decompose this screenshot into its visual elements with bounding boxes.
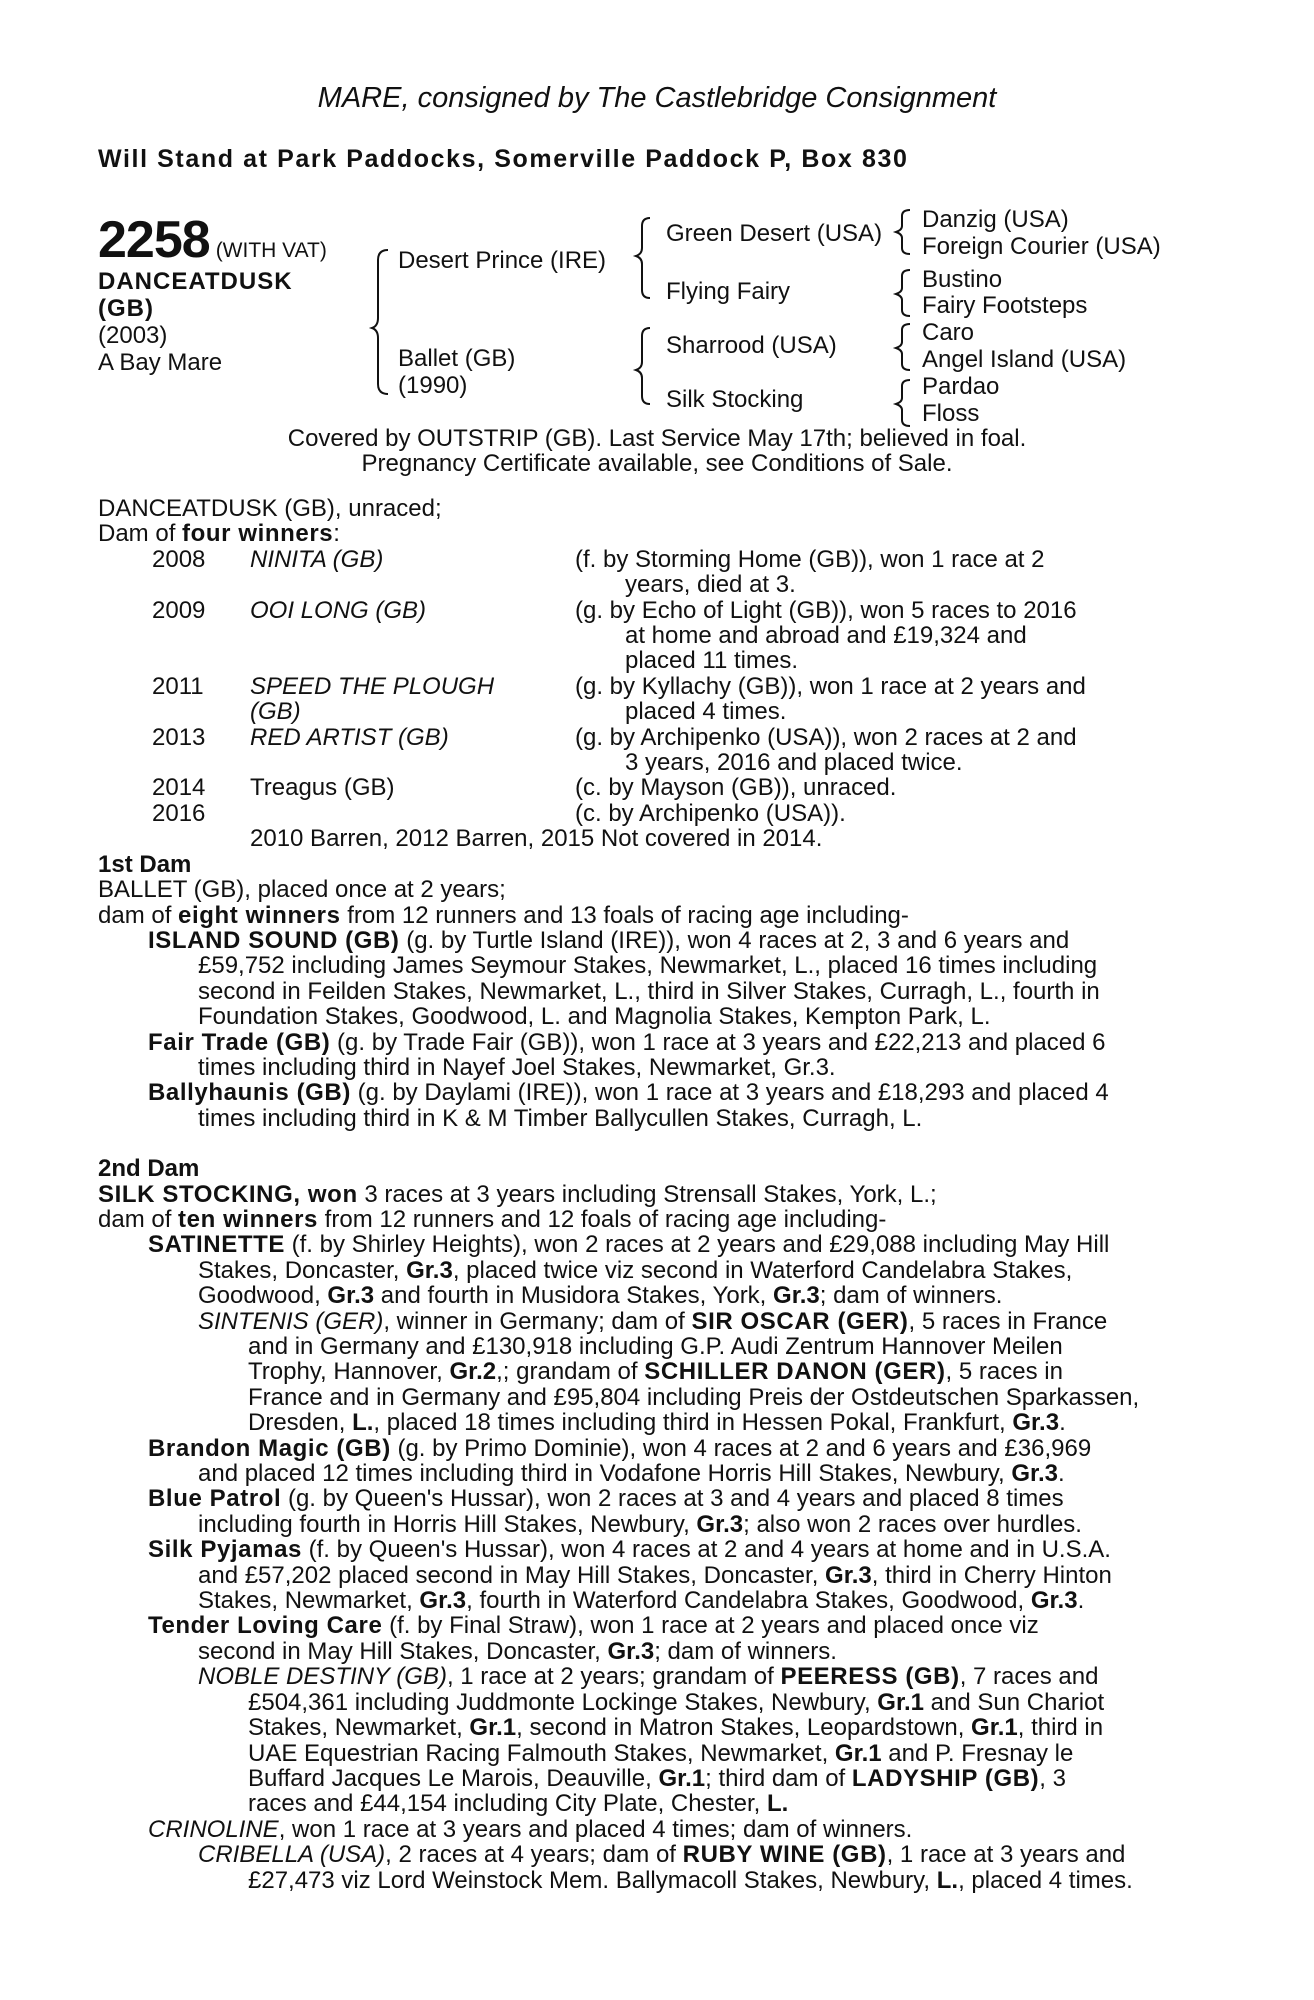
produce-row	[98, 801, 1218, 826]
first-dam-entry-1-line-3: second in Feilden Stakes, Newmarket, L., third in Silver Stakes, Curragh, L., fourth in	[198, 977, 1100, 1005]
page-title: MARE, consigned by The Castlebridge Consignment	[317, 82, 997, 114]
sire-dam: Flying Fairy	[666, 278, 791, 305]
produce-details: (g. by Echo of Light (GB)), won 5 races to 2016 at home and abroad and £19,324 and placed 11 times.	[575, 596, 1077, 675]
second-dam-line: and £57,202 placed second in May Hill Stakes, Doncaster, Gr.3, third in Cherry Hinton	[198, 1561, 1112, 1589]
produce-record	[98, 496, 1218, 1893]
gen3-dss: Caro	[922, 319, 975, 346]
gen3-ssd: Foreign Courier (USA)	[922, 233, 1161, 260]
second-dam-line: Stakes, Newmarket, Gr.3, fourth in Waterford Candelabra Stakes, Goodwood, Gr.3.	[198, 1587, 1085, 1615]
produce-details: (c. by Mayson (GB)), unraced.	[575, 774, 897, 802]
produce-row	[98, 674, 1218, 725]
cover-line-1: Covered by OUTSTRIP (GB). Last Service May 17th; believed in foal.	[287, 425, 1027, 452]
second-dam-line: Brandon Magic (GB) (g. by Primo Dominie), won 4 races at 2 and 6 years and £36,969	[148, 1434, 1092, 1462]
sire-sire: Green Desert (USA)	[666, 220, 883, 247]
first-dam-dam-of: dam of eight winners from 12 runners and 13 foals of racing age including-	[98, 901, 909, 929]
gen3-sds: Bustino	[922, 266, 1003, 293]
produce-dam-of: Dam of four winners:	[98, 520, 340, 548]
second-dam-line: and placed 12 times including third in Vodafone Horris Hill Stakes, Newbury, Gr.3.	[198, 1460, 1065, 1488]
dam-sire: Sharrood (USA)	[666, 332, 837, 359]
produce-year: 2014	[152, 774, 206, 802]
first-dam-entry-3-line-2: times including third in K & M Timber Ballycullen Stakes, Curragh, L.	[198, 1104, 923, 1132]
produce-intro: DANCEATDUSK (GB), unraced;	[98, 495, 442, 522]
second-dam-line: Goodwood, Gr.3 and fourth in Musidora Stakes, York, Gr.3; dam of winners.	[198, 1282, 1003, 1310]
second-dam-line: Stakes, Newmarket, Gr.1, second in Matron Stakes, Leopardstown, Gr.1, third in	[248, 1714, 1104, 1742]
first-dam-entry-1-line-4: Foundation Stakes, Goodwood, L. and Magnolia Stakes, Kempton Park, L.	[198, 1003, 991, 1031]
stand-location: Will Stand at Park Paddocks, Somerville Paddock P, Box 830	[98, 145, 909, 173]
produce-year: 2011	[152, 672, 204, 700]
gen3-sss: Danzig (USA)	[922, 206, 1069, 233]
second-dam-line: CRIBELLA (USA), 2 races at 4 years; dam of RUBY WINE (GB), 1 race at 3 years and	[198, 1841, 1126, 1869]
second-dam-dam-of: dam of ten winners from 12 runners and 12 foals of racing age including-	[98, 1205, 887, 1233]
produce-details: (f. by Storming Home (GB)), won 1 race at 2 years, died at 3.	[575, 545, 1045, 599]
second-dam-line: second in May Hill Stakes, Doncaster, Gr.3; dam of winners.	[198, 1637, 837, 1665]
second-dam-intro: SILK STOCKING, won 3 races at 3 years including Strensall Stakes, York, L.;	[98, 1180, 937, 1208]
second-dam-line: Dresden, L., placed 18 times including third in Hessen Pokal, Frankfurt, Gr.3.	[248, 1409, 1066, 1437]
second-dam-line: NOBLE DESTINY (GB), 1 race at 2 years; grandam of PEERESS (GB), 7 races and	[198, 1663, 1099, 1691]
second-dam-line: Buffard Jacques Le Marois, Deauville, Gr.1; third dam of LADYSHIP (GB), 3	[248, 1764, 1066, 1792]
produce-details: (c. by Archipenko (USA)).	[575, 799, 846, 827]
produce-list	[98, 547, 1218, 826]
produce-row	[98, 775, 1218, 800]
pedigree-braces	[0, 0, 1314, 460]
gen3-dds: Pardao	[922, 373, 1000, 400]
second-dam-line: Tender Loving Care (f. by Final Straw), won 1 race at 2 years and placed once viz	[148, 1612, 1039, 1640]
second-dam-line: SATINETTE (f. by Shirley Heights), won 2 races at 2 years and £29,088 including May Hill	[148, 1231, 1110, 1259]
produce-year: 2016	[152, 799, 206, 827]
second-dam-heading: 2nd Dam	[98, 1155, 200, 1183]
first-dam-entry-2-line-2: times including third in Nayef Joel Stakes, Newmarket, Gr.3.	[198, 1053, 836, 1081]
horse-country: (GB)	[98, 295, 154, 322]
produce-year: 2009	[152, 596, 206, 624]
dam-year: (1990)	[398, 372, 468, 399]
produce-details: (g. by Archipenko (USA)), won 2 races at 2 and 3 years, 2016 and placed twice.	[575, 723, 1077, 777]
second-dam-entries	[98, 1232, 1218, 1893]
second-dam-line: UAE Equestrian Racing Falmouth Stakes, Newmarket, Gr.1 and P. Fresnay le	[248, 1739, 1074, 1767]
second-dam-line: Stakes, Doncaster, Gr.3, placed twice viz second in Waterford Candelabra Stakes,	[198, 1256, 1073, 1284]
first-dam-entry-1: ISLAND SOUND (GB) (g. by Turtle Island (IRE)), won 4 races at 2, 3 and 6 years and	[148, 926, 1070, 954]
first-dam-entry-2: Fair Trade (GB) (g. by Trade Fair (GB)), won 1 race at 3 years and £22,213 and placed 6	[148, 1028, 1106, 1056]
second-dam-line: Silk Pyjamas (f. by Queen's Hussar), won 4 races at 2 and 4 years at home and in U.S.A.	[148, 1536, 1111, 1564]
produce-details: (g. by Kyllachy (GB)), won 1 race at 2 years and placed 4 times.	[575, 672, 1086, 726]
dam: Ballet (GB)	[398, 345, 516, 372]
second-dam-line: France and in Germany and £95,804 including Preis der Ostdeutschen Sparkassen,	[248, 1383, 1140, 1411]
first-dam-intro: BALLET (GB), placed once at 2 years;	[98, 876, 506, 904]
produce-row	[98, 725, 1218, 776]
second-dam-line: including fourth in Horris Hill Stakes, Newbury, Gr.3; also won 2 races over hurdles.	[198, 1510, 1082, 1538]
produce-name: RED ARTIST (GB)	[250, 723, 449, 751]
second-dam-line: £27,473 viz Lord Weinstock Mem. Ballymacoll Stakes, Newbury, L., placed 4 times.	[248, 1866, 1133, 1894]
produce-barren-note: 2010 Barren, 2012 Barren, 2015 Not covered in 2014.	[250, 825, 823, 853]
first-dam-entry-3: Ballyhaunis (GB) (g. by Daylami (IRE)), won 1 race at 3 years and £18,293 and placed 4	[148, 1079, 1109, 1107]
produce-name	[250, 801, 575, 826]
second-dam-line: Trophy, Hannover, Gr.2,; grandam of SCHILLER DANON (GER), 5 races in	[248, 1358, 1063, 1386]
produce-year: 2008	[152, 545, 206, 573]
produce-name: SPEED THE PLOUGH (GB)	[250, 672, 495, 726]
produce-name: OOI LONG (GB)	[250, 596, 427, 624]
gen3-dsd: Angel Island (USA)	[922, 346, 1127, 373]
foaling-year: (2003)	[98, 322, 168, 349]
second-dam-line: SINTENIS (GER), winner in Germany; dam of SIR OSCAR (GER), 5 races in France	[198, 1307, 1108, 1335]
first-dam-entry-1-line-2: £59,752 including James Seymour Stakes, Newmarket, L., placed 16 times including	[198, 952, 1098, 980]
second-dam-line: £504,361 including Juddmonte Lockinge Stakes, Newbury, Gr.1 and Sun Chariot	[248, 1688, 1105, 1716]
dam-dam: Silk Stocking	[666, 386, 804, 413]
horse-name: DANCEATDUSK	[98, 268, 293, 295]
horse-description: A Bay Mare	[98, 349, 223, 376]
gen3-ddd: Floss	[922, 400, 980, 427]
produce-row	[98, 598, 1218, 674]
second-dam-line: CRINOLINE, won 1 race at 3 years and placed 4 times; dam of winners.	[148, 1815, 913, 1843]
produce-year: 2013	[152, 723, 206, 751]
sire: Desert Prince (IRE)	[398, 247, 607, 274]
lot-number: 2258	[98, 211, 210, 269]
vat-note: (WITH VAT)	[215, 239, 327, 262]
produce-name: NINITA (GB)	[250, 545, 384, 573]
second-dam-line: and in Germany and £130,918 including G.P. Audi Zentrum Hannover Meilen	[248, 1333, 1063, 1360]
produce-name: Treagus (GB)	[250, 774, 395, 802]
produce-row	[98, 547, 1218, 598]
second-dam-line: Blue Patrol (g. by Queen's Hussar), won 2 races at 3 and 4 years and placed 8 times	[148, 1485, 1064, 1513]
second-dam-line: races and £44,154 including City Plate, Chester, L.	[248, 1790, 789, 1818]
gen3-sdd: Fairy Footsteps	[922, 292, 1088, 319]
first-dam-heading: 1st Dam	[98, 850, 192, 878]
cover-line-2: Pregnancy Certificate available, see Conditions of Sale.	[361, 450, 953, 477]
